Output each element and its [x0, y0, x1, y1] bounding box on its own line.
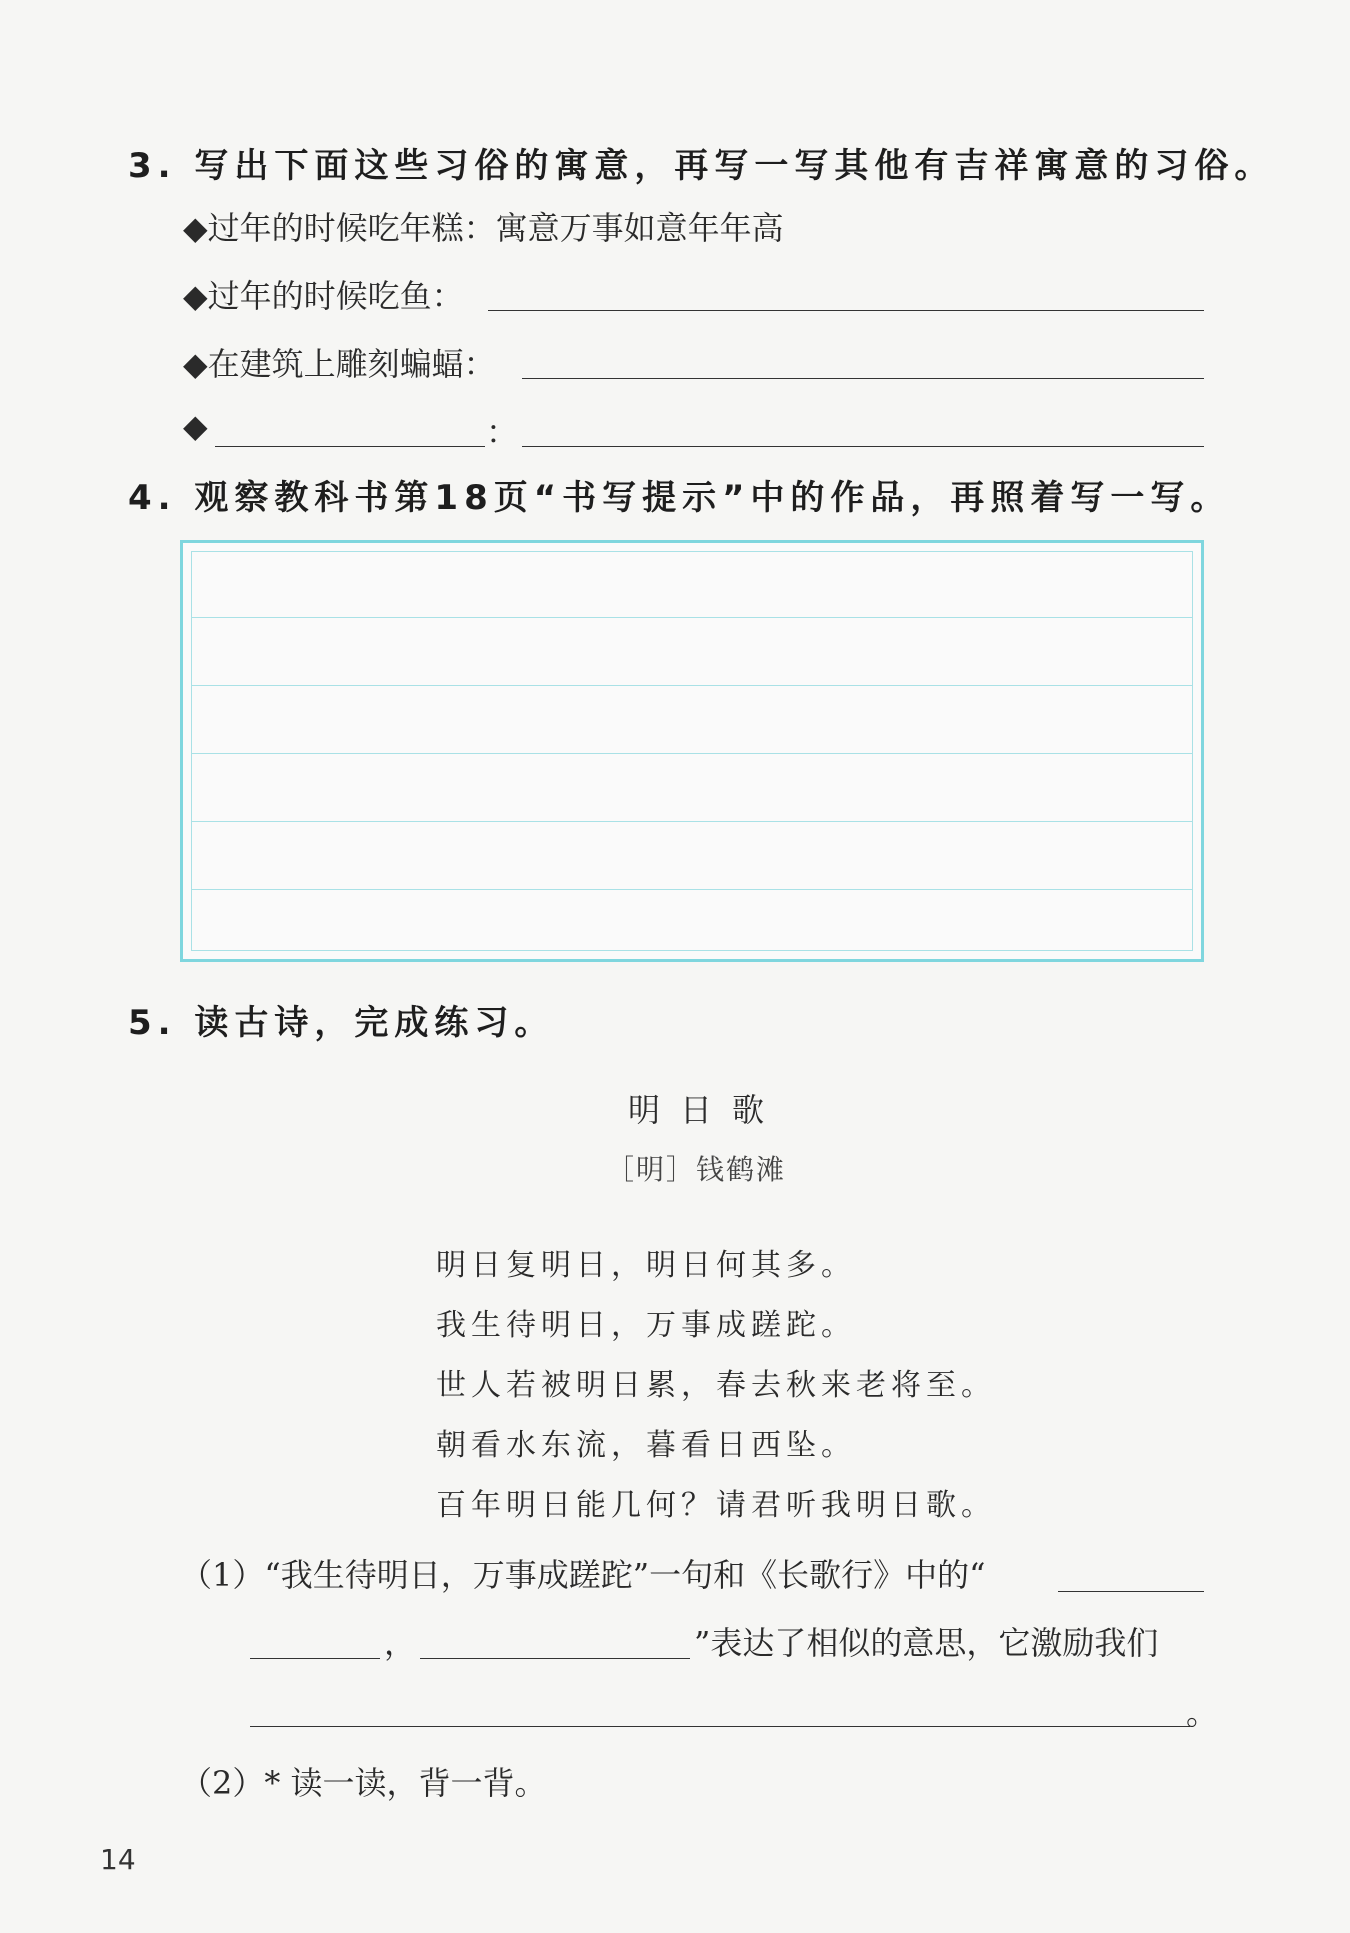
q3-title: 3. 写出下面这些习俗的寓意，再写一写其他有吉祥寓意的习俗。: [128, 146, 1275, 186]
q3-item-3-answer-blank[interactable]: [522, 378, 1204, 379]
grid-row-line: [192, 889, 1192, 890]
q3-item-4-custom-blank[interactable]: [215, 446, 485, 447]
grid-row-line: [192, 617, 1192, 618]
q3-item-4-colon: ：: [486, 413, 519, 451]
poem-line: 世人若被明日累，春去秋来老将至。: [436, 1368, 996, 1403]
q5-sub1-blank-1a[interactable]: [1058, 1591, 1204, 1592]
poem-line: 百年明日能几何？请君听我明日歌。: [436, 1488, 996, 1523]
q5-sub1-continuation: ”表达了相似的意思，它激励我们: [694, 1624, 1159, 1662]
grid-row-line: [192, 821, 1192, 822]
poem-title: 明日歌: [628, 1091, 785, 1129]
grid-row-line: [192, 753, 1192, 754]
q5-sub1-prompt: （1）“我生待明日，万事成蹉跎”一句和《长歌行》中的“: [180, 1556, 986, 1594]
poem-line: 我生待明日，万事成蹉跎。: [436, 1308, 856, 1343]
q5-title: 5. 读古诗，完成练习。: [128, 1003, 555, 1043]
q3-item-2-label: ◆过年的时候吃鱼：: [183, 277, 464, 315]
q4-title: 4. 观察教科书第18页“书写提示”中的作品，再照着写一写。: [128, 478, 1231, 518]
handwriting-grid[interactable]: [180, 540, 1204, 962]
poem-line: 朝看水东流，暮看日西坠。: [436, 1428, 856, 1463]
poem-line: 明日复明日，明日何其多。: [436, 1248, 856, 1283]
q3-item-1: ◆过年的时候吃年糕：寓意万事如意年年高: [183, 209, 784, 247]
q5-sub1-blank-1b[interactable]: [250, 1658, 380, 1659]
grid-row-line: [192, 685, 1192, 686]
page-number: 14: [100, 1843, 136, 1876]
q3-item-4-answer-blank[interactable]: [522, 446, 1204, 447]
q3-item-3-label: ◆在建筑上雕刻蝙蝠：: [183, 345, 496, 383]
handwriting-grid-inner: [191, 551, 1193, 951]
q5-sub1-blank-2[interactable]: [420, 1658, 690, 1659]
q5-sub1-period: 。: [1186, 1694, 1219, 1732]
q3-item-2-answer-blank[interactable]: [488, 310, 1204, 311]
q5-sub1-blank-3[interactable]: [250, 1726, 1190, 1727]
q5-sub2: （2）* 读一读，背一背。: [180, 1764, 547, 1802]
poem-author: ［明］钱鹤滩: [606, 1153, 787, 1186]
q3-item-4-bullet: ◆: [183, 407, 208, 445]
q5-sub1-comma: ，: [384, 1624, 417, 1662]
